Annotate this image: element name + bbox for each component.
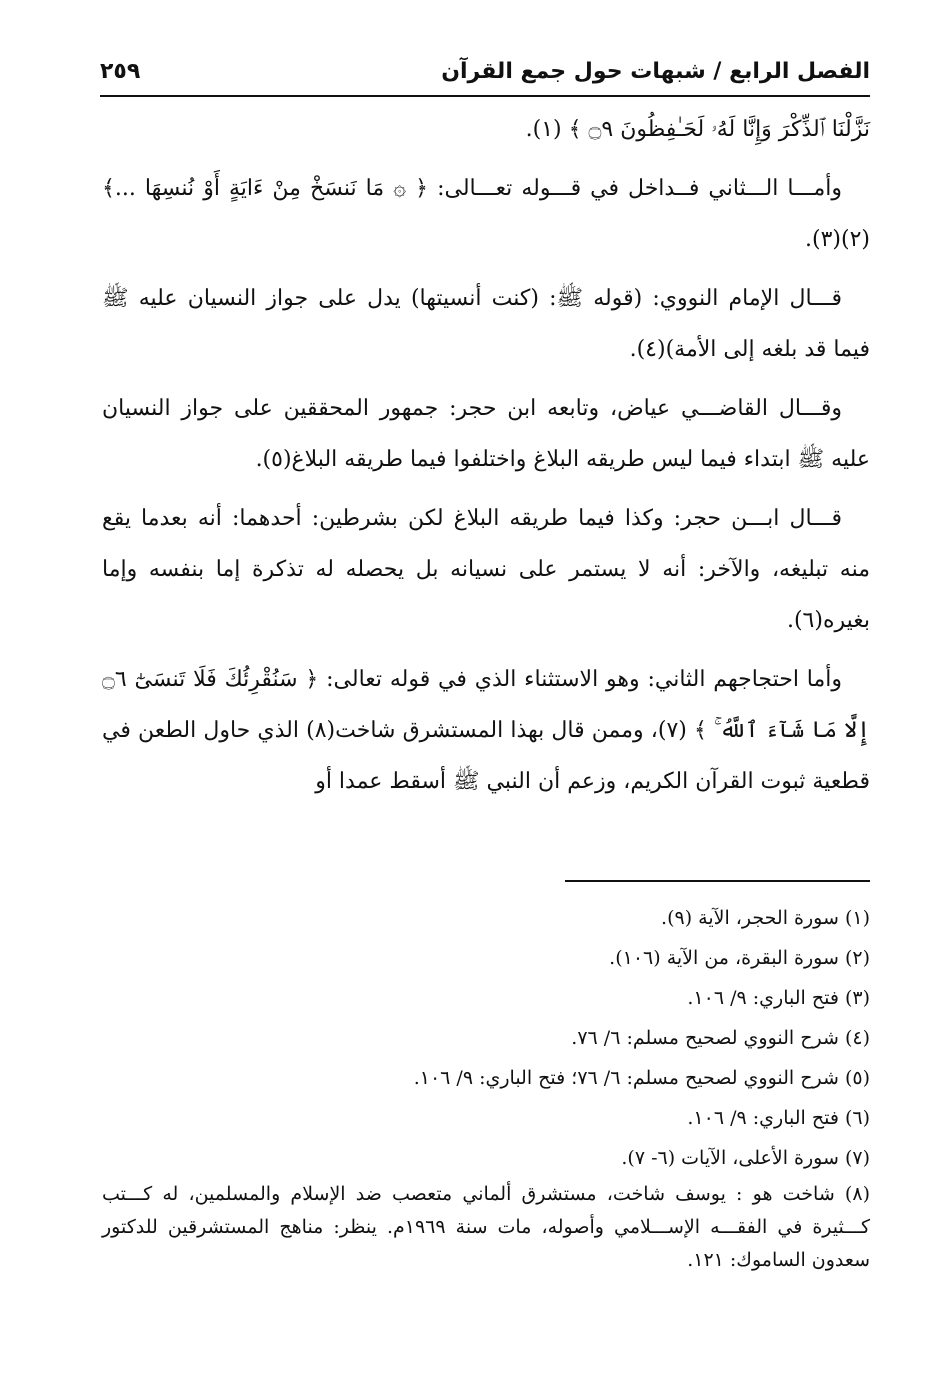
footnotes — [102, 898, 870, 1277]
paragraph-second-argument: وأما احتجاجهم الثاني: وهو الاستثناء الذي في قوله تعالى: ﴿ سَنُقْرِئُكَ فَلَا تَنسَىٰٓ ۝٦ إِلَّا مَا شَآءَ ٱللَّهُ ۚ ﴾ (٧)، وممن قال بهذا المستشرق شاخت(٨) الذي حاول الطعن في قطعية ثبوت القرآن الكريم، وزعم أن النبي ﷺ أسقط عمدا أو — [102, 667, 870, 794]
footnote-3: (٣) فتح الباري: ٩/ ١٠٦. — [687, 987, 870, 1009]
footnote-4: (٤) شرح النووي لصحيح مسلم: ٦/ ٧٦. — [571, 1027, 870, 1049]
footnote-separator — [565, 880, 870, 882]
page-header — [100, 55, 870, 97]
page-number: ٢٥٩ — [100, 59, 141, 84]
paragraph-nawawi: قـــال الإمام النووي: (قوله ﷺ: (كنت أنسيتها) يدل على جواز النسيان عليه ﷺ فيما قد بلغه إلى الأمة)(٤). — [102, 286, 870, 362]
paragraph-qadi-iyad: وقـــال القاضـــي عياض، وتابعه ابن حجر: جمهور المحققين على جواز النسيان عليه ﷺ ابتداء فيما ليس طريقه البلاغ واختلفوا فيما طريقه البلاغ(٥). — [102, 396, 870, 472]
footnote-6: (٦) فتح الباري: ٩/ ١٠٦. — [687, 1107, 870, 1129]
footnote-8: (٨) شاخت هو : يوسف شاخت، مستشرق ألماني متعصب ضد الإسلام والمسلمين، له كـــتب كـــثيرة في الفقـــه الإســـلامي وأصوله، مات سنة ١٩٦٩م. ينظر: مناهج المستشرقين للدكتور سعدون الساموك: ١٢١. — [102, 1183, 870, 1271]
paragraph-second-point: وأمـــا الـــثاني فــداخل في قـــوله تعـــالى: ﴿ ۞ مَا نَنسَخْ مِنْ ءَايَةٍ أَوْ نُنسِهَا ...﴾ (٢)(٣). — [102, 176, 870, 252]
paragraph-quran-verse: نَزَّلْنَا ٱلذِّكْرَ وَإِنَّا لَهُۥ لَحَـٰفِظُونَ ۝٩ ﴾ (١). — [525, 117, 870, 142]
footnote-7: (٧) سورة الأعلى، الآيات (٦- ٧). — [621, 1147, 870, 1169]
chapter-title: الفصل الرابع / شبهات حول جمع القرآن — [441, 59, 870, 84]
paragraph-ibn-hajar: قـــال ابـــن حجر: وكذا فيما طريقه البلاغ لكن بشرطين: أحدهما: أنه بعدما يقع منه تبليغه، والآخر: أنه لا يستمر على نسيانه بل يحصله له تذكرة إما بنفسه وإما بغيره(٦). — [102, 506, 870, 633]
footnote-5: (٥) شرح النووي لصحيح مسلم: ٦/ ٧٦؛ فتح الباري: ٩/ ١٠٦. — [413, 1067, 870, 1089]
main-text — [102, 104, 870, 815]
footnote-1: (١) سورة الحجر، الآية (٩). — [661, 907, 870, 929]
footnote-2: (٢) سورة البقرة، من الآية (١٠٦). — [609, 947, 870, 969]
